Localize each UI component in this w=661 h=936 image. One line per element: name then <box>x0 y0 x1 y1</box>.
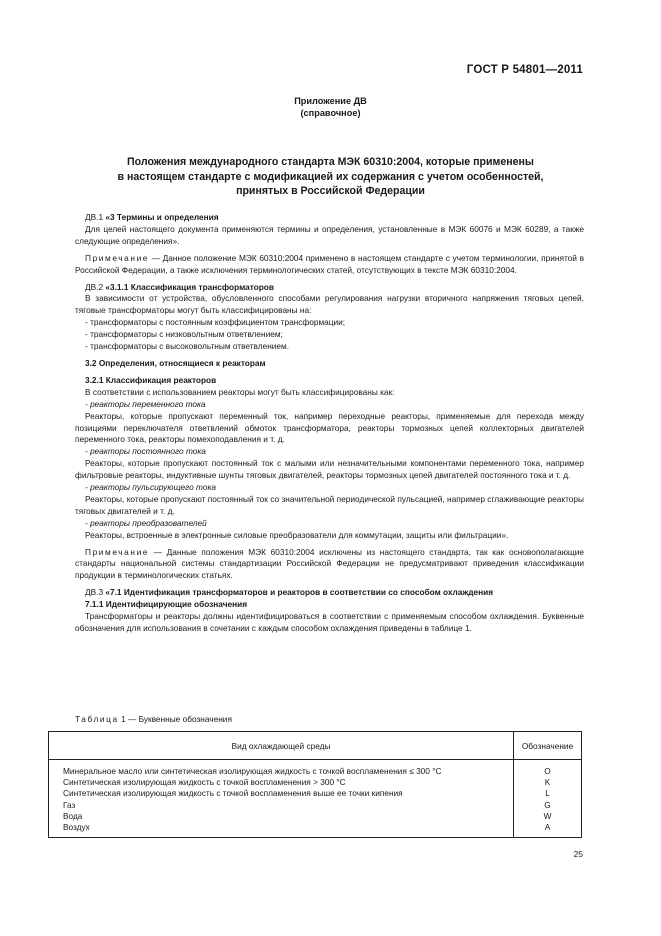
appendix-kind: (справочное) <box>300 108 361 118</box>
table-medium: Минеральное масло или синтетическая изолирующая жидкость с точкой воспламенения ≤ 300 °С <box>63 766 442 776</box>
list-item: - трансформаторы с высоковольтным ответвлением. <box>85 341 290 352</box>
table-code: A <box>544 822 551 833</box>
paragraph: Для целей настоящего документа применяются термины и определения, установленные в МЭК 60076 и МЭК 60289, а также следующие определения». <box>75 223 584 246</box>
document-body <box>75 212 584 635</box>
table-medium: Синтетическая изолирующая жидкость с точкой воспламенения выше ее точки кипения <box>63 788 403 799</box>
section-heading-db3 <box>75 587 584 599</box>
table-caption-text: 1 — Буквенные обозначения <box>121 714 232 724</box>
section-number: ДВ.3 <box>85 587 104 598</box>
paragraph: Реакторы, которые пропускают постоянный ток со значительной периодической пульсацией, например сглаживающие реакторы тяговых двигателей и т. д. <box>75 493 584 516</box>
section-number: ДВ.2 <box>85 281 104 292</box>
section-heading-db2 <box>75 282 584 294</box>
list-item: - трансформаторы с низковольтным ответвлением; <box>85 329 283 340</box>
table-cell-codes <box>514 760 582 838</box>
term-heading: - реакторы переменного тока <box>85 398 206 409</box>
standard-code: ГОСТ Р 54801—2011 <box>466 64 583 76</box>
table-code: K <box>544 777 551 788</box>
section-heading-text: «3 Термины и определения <box>105 212 219 222</box>
table-row <box>49 760 582 838</box>
paragraph: Реакторы, которые пропускают постоянный ток с малыми или незначительными компонентами переменного тока, например фильтровые реакторы, индуктивные шунты тяговых двигателей, реакторы тормозных цепей двигателей постоянного тока и т. д. <box>75 458 584 481</box>
table-caption <box>75 714 232 724</box>
title-line: Положения международного стандарта МЭК 60310:2004, которые применены <box>127 156 534 168</box>
table-code: L <box>545 788 550 799</box>
table-code: W <box>543 810 552 821</box>
table-code: G <box>544 799 551 810</box>
table-code: O <box>544 766 551 776</box>
section-heading-text: «3.1.1 Классификация трансформаторов <box>105 281 274 292</box>
subsection-heading: 3.2.1 Классификация реакторов <box>85 374 217 385</box>
table-header-code: Обозначение <box>514 732 582 760</box>
title-line: принятых в Российской Федерации <box>236 185 425 197</box>
table-caption-label: Таблица <box>75 714 119 724</box>
table-medium: Синтетическая изолирующая жидкость с точкой воспламенения > 300 °С <box>63 777 346 788</box>
paragraph: Трансформаторы и реакторы должны идентифицироваться в соответствии с применяемым способом охлаждения. Буквенные обозначения для использования в сочетании с каждым способом охлаждения приведены в таблице 1. <box>75 611 584 633</box>
note-paragraph <box>75 253 584 277</box>
section-heading-db1 <box>75 212 584 224</box>
paragraph: Реакторы, встроенные в электронные силовые преобразователи для коммутации, защиты или фильтрации». <box>85 529 509 540</box>
table-cell-media <box>49 760 514 838</box>
table-medium: Вода <box>63 810 83 821</box>
subsection-heading: 7.1.1 Идентифицирующие обозначения <box>85 599 248 610</box>
term-heading: - реакторы постоянного тока <box>85 446 206 457</box>
paragraph: В соответствии с использованием реакторы могут быть классифицированы как: <box>85 386 395 397</box>
subsection-heading: 3.2 Определения, относящиеся к реакторам <box>85 357 266 368</box>
note-text: — Данные положения МЭК 60310:2004 исключены из настоящего стандарта, так как основополагающие стандарты национальной системы стандартизации Российской Федерации не предусматривают приведения классификации продукции в терминологических статьях. <box>75 546 584 581</box>
term-heading: - реакторы преобразователей <box>85 517 207 528</box>
cooling-media-table <box>48 731 582 838</box>
table-header-medium: Вид охлаждающей среды <box>49 732 514 760</box>
page-title <box>0 155 661 199</box>
paragraph: В зависимости от устройства, обусловленного способами регулирования нагрузки вторичного напряжения тяговых цепей, тяговые трансформаторы могут быть классифицированы на: <box>75 293 584 316</box>
appendix-label: Приложение ДВ <box>294 96 367 106</box>
title-line: в настоящем стандарте с модификацией их содержания с учетом особенностей, <box>117 170 544 183</box>
table-medium: Воздух <box>63 822 90 833</box>
note-label: Примечание <box>85 546 150 557</box>
section-heading-text: «7.1 Идентификация трансформаторов и реакторов в соответствии со способом охлаждения <box>105 587 494 598</box>
list-item: - трансформаторы с постоянным коэффициентом трансформации; <box>85 317 346 328</box>
table-header-row <box>49 732 582 760</box>
note-label: Примечание <box>85 252 150 263</box>
term-heading: - реакторы пульсирующего тока <box>85 482 216 493</box>
page-number: 25 <box>573 849 583 859</box>
paragraph: Реакторы, которые пропускают переменный ток, например переходные реакторы, применяемые для перехода между позициями переключателя ответвлений обмоток трансформатора, реакторы тормозных цепей коллекторных двигателей переменного тока, реакторы помехоподавления и т. д. <box>75 410 584 445</box>
table-medium: Газ <box>63 799 76 810</box>
note-text: — Данное положение МЭК 60310:2004 применено в настоящем стандарте с учетом терминологии, принятой в Российской Федерации, а также исключения терминологических статей, отсутствующих в тексте МЭК 60310:2004. <box>75 252 584 275</box>
section-number: ДВ.1 <box>85 212 104 222</box>
note-paragraph <box>75 547 584 583</box>
